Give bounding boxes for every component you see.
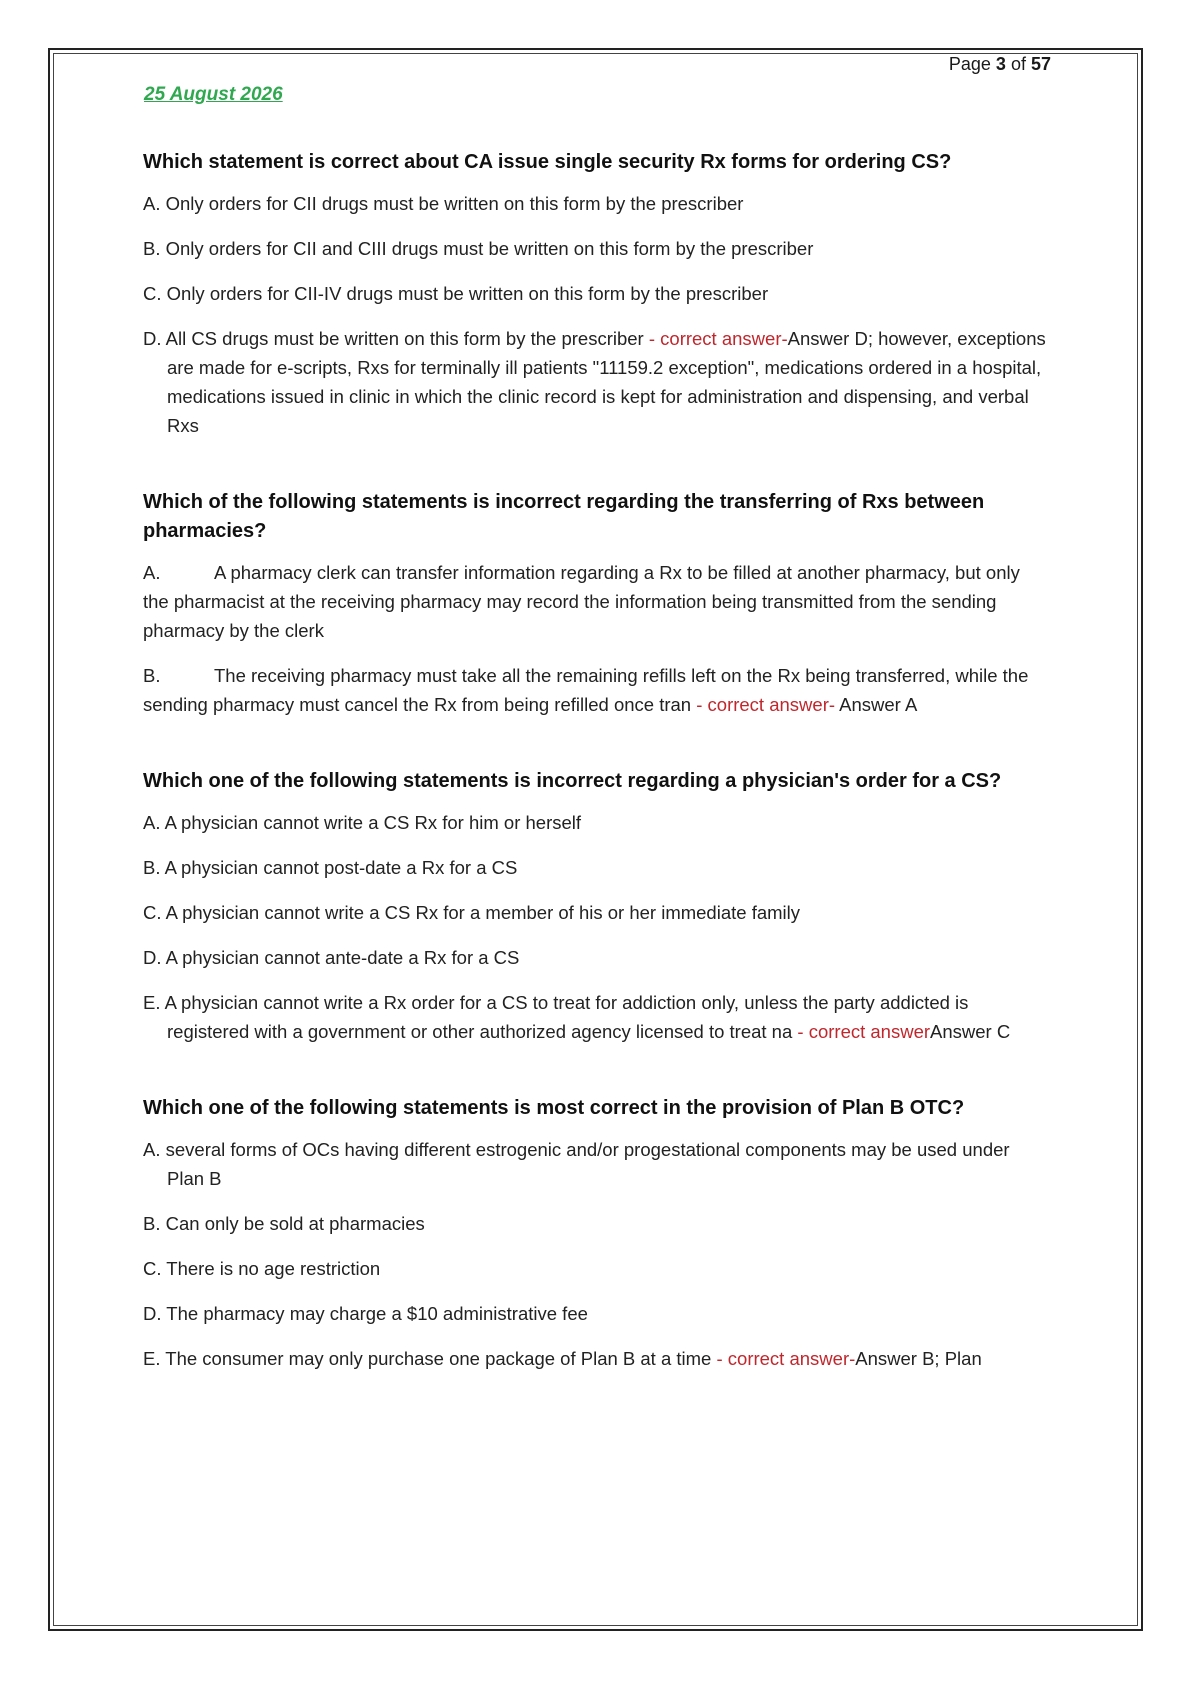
correct-answer-marker: - correct answer- — [716, 1348, 856, 1369]
answer-option: C. Only orders for CII-IV drugs must be written on this form by the prescriber — [143, 283, 769, 304]
answer-option — [143, 1344, 1048, 1373]
correct-answer-marker: - correct answer — [797, 1021, 931, 1042]
question-title: Which of the following statements is incorrect regarding the transferring of Rxs between pharmacies? — [143, 491, 985, 542]
answer-explanation: Answer D; however, exceptions are made for e-scripts, Rxs for terminally ill patients "11159.2 exception", medications ordered in a hospital, medications issued in clinic in which the clinic record is kept for administration and dispensing, and verbal Rxs — [167, 328, 1046, 436]
question-list — [143, 148, 1048, 1421]
answer-explanation: Answer B; Plan — [855, 1348, 982, 1369]
correct-answer-marker: - correct answer- — [648, 328, 788, 349]
question-block — [143, 488, 1048, 719]
document-date: 25 August 2026 — [144, 84, 283, 105]
answer-explanation: Answer A — [835, 694, 918, 715]
page-label: Page — [948, 54, 991, 74]
answer-explanation: Answer C — [930, 1021, 1011, 1042]
option-text: A pharmacy clerk can transfer information regarding a Rx to be filled at another pharmacy, but only the pharmacist at the receiving pharmacy may record the information being transmitted from the sending pharmacy by the clerk — [143, 562, 1020, 641]
answer-option: A. several forms of OCs having different estrogenic and/or progestational components may be used under Plan B — [143, 1139, 1010, 1189]
answer-option — [143, 558, 1048, 645]
question-block — [143, 148, 1048, 440]
answer-option: B. Only orders for CII and CIII drugs must be written on this form by the prescriber — [143, 238, 814, 259]
answer-option: C. A physician cannot write a CS Rx for a member of his or her immediate family — [143, 902, 801, 923]
answer-option: C. There is no age restriction — [143, 1258, 381, 1279]
question-title: Which one of the following statements is incorrect regarding a physician's order for a CS? — [143, 770, 1002, 792]
page-current: 3 — [995, 54, 1006, 74]
page-number — [949, 54, 1051, 75]
option-text: The receiving pharmacy must take all the remaining refills left on the Rx being transferred, while the sending pharmacy must cancel the Rx from being refilled once tran — [143, 665, 1029, 715]
page-of: of — [1010, 54, 1026, 74]
answer-option: B. Can only be sold at pharmacies — [143, 1213, 425, 1234]
option-letter: B. — [143, 665, 161, 686]
question-block — [143, 1094, 1048, 1373]
page-total: 57 — [1030, 54, 1051, 74]
answer-option: A. Only orders for CII drugs must be written on this form by the prescriber — [143, 193, 744, 214]
option-text: D. All CS drugs must be written on this form by the prescriber — [143, 328, 649, 349]
answer-option — [143, 988, 1048, 1046]
option-text: E. A physician cannot write a Rx order for a CS to treat for addiction only, unless the party addicted is registered with a government or other authorized agency licensed to treat na — [143, 992, 969, 1042]
answer-option: D. A physician cannot ante-date a Rx for a CS — [143, 947, 520, 968]
question-title: Which statement is correct about CA issue single security Rx forms for ordering CS? — [143, 151, 952, 173]
question-block — [143, 767, 1048, 1046]
answer-option: D. The pharmacy may charge a $10 administrative fee — [143, 1303, 588, 1324]
option-letter: A. — [143, 562, 161, 583]
answer-option — [143, 324, 1048, 440]
answer-option: B. A physician cannot post-date a Rx for a CS — [143, 857, 518, 878]
answer-option: A. A physician cannot write a CS Rx for him or herself — [143, 812, 582, 833]
answer-option — [143, 661, 1048, 719]
option-text: E. The consumer may only purchase one package of Plan B at a time — [143, 1348, 717, 1369]
question-title: Which one of the following statements is most correct in the provision of Plan B OTC? — [143, 1097, 965, 1119]
correct-answer-marker: - correct answer- — [696, 694, 836, 715]
